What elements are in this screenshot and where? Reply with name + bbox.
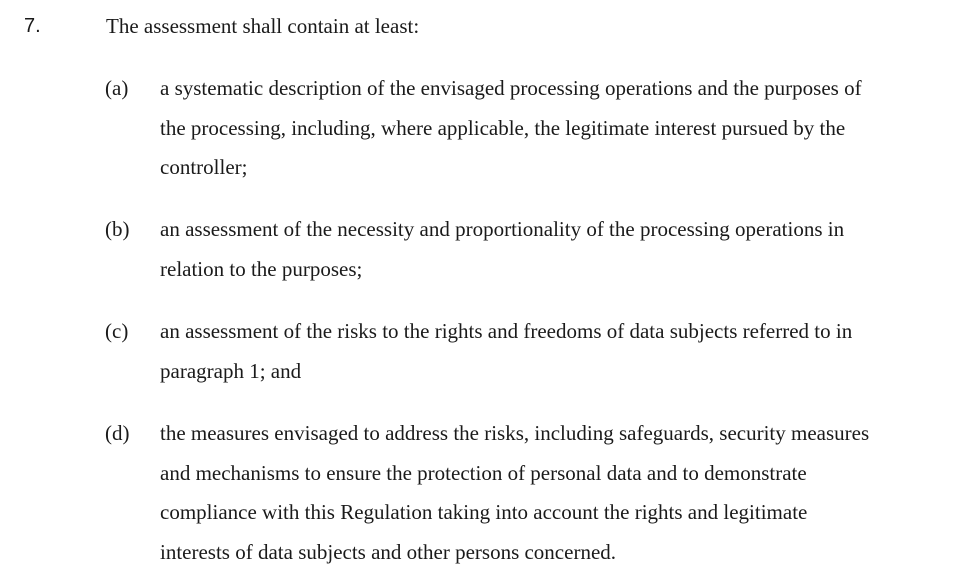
- item-line: the processing, including, where applicable, the legitimate interest pursued by the: [160, 115, 846, 140]
- item-label: (a): [105, 76, 129, 100]
- item-label: (d): [105, 421, 130, 445]
- item-line: an assessment of the risks to the rights and freedoms of data subjects referred to in: [160, 319, 853, 343]
- item-line: paragraph 1; and: [160, 358, 302, 383]
- paragraph-intro: The assessment shall contain at least:: [106, 14, 420, 38]
- item-text: [160, 414, 950, 572]
- item-line: interests of data subjects and other persons concerned.: [160, 539, 617, 564]
- paragraph-number: 7.: [24, 15, 41, 37]
- item-line: and mechanisms to ensure the protection of personal data and to demonstrate: [160, 460, 807, 485]
- item-line: compliance with this Regulation taking into account the rights and legitimate: [160, 500, 808, 524]
- item-line: a systematic description of the envisaged processing operations and the purposes of: [160, 76, 862, 100]
- item-line: controller;: [160, 155, 248, 179]
- item-text: [160, 312, 950, 391]
- item-line: relation to the purposes;: [160, 256, 363, 281]
- item-label: (b): [105, 217, 130, 241]
- item-text: [160, 69, 950, 188]
- item-label: (c): [105, 319, 129, 343]
- item-text: [160, 210, 950, 289]
- item-line: the measures envisaged to address the risks, including safeguards, security measures: [160, 421, 870, 445]
- item-line: an assessment of the necessity and proportionality of the processing operations in: [160, 217, 845, 241]
